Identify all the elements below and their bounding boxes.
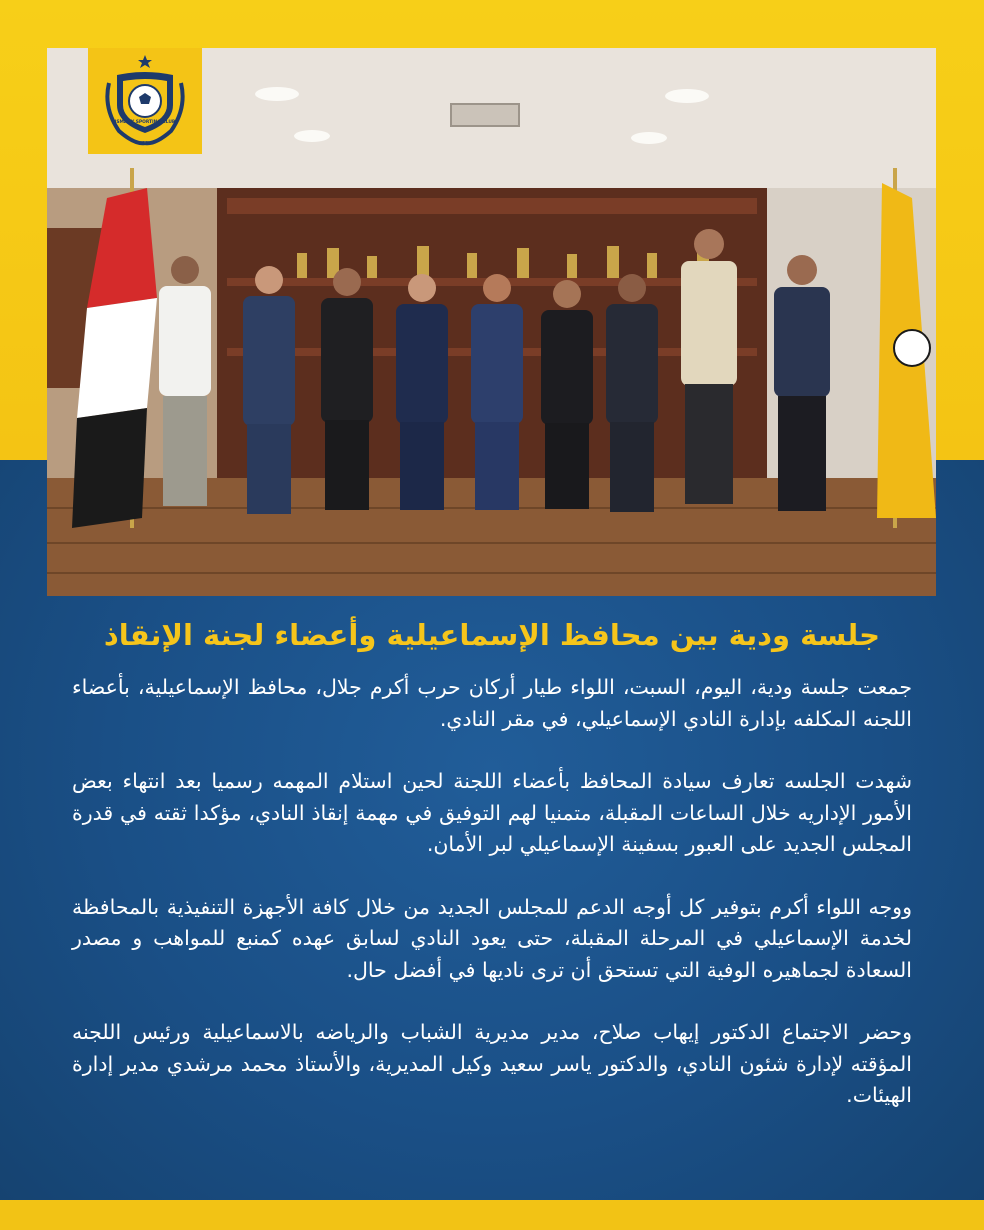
article-body: [72, 672, 912, 1112]
paragraph-3: ووجه اللواء أكرم بتوفير كل أوجه الدعم للمجلس الجديد من خلال كافة الأجهزة التنفيذية بالمحافظة لخدمة الإسماعيلي في المرحلة المقبلة، حتى يعود النادي لسابق عهده كمنبع للمواهب و مصدر السعادة لجماهيره الوفية التي تستحق أن ترى ناديها في أفضل حال.: [72, 894, 912, 982]
headline: جلسة ودية بين محافظ الإسماعيلية وأعضاء لجنة الإنقاذ: [103, 618, 880, 652]
logo-text: ISMAILY SPORTING CLUB: [114, 120, 176, 125]
paragraph-2: شهدت الجلسه تعارف سيادة المحافظ بأعضاء اللجنة لحين استلام المهمه رسميا بعد انتهاء بعض الأمور الإداريه خلال الساعات المقبلة، متمنيا لهم التوفيق في مهمة إنقاذ النادي، مؤكدا ثقته في قدرة المجلس الجديد على العبور بسفينة الإسماعيلي لبر الأمان.: [72, 769, 912, 856]
ismaily-club-crest-icon: [95, 53, 195, 149]
bottom-yellow-strip: [0, 1200, 984, 1230]
paragraph-4: وحضر الاجتماع الدكتور إيهاب صلاح، مدير مديرية الشباب والرياضه بالاسماعيلية ورئيس اللجنه المؤقته لإدارة شئون النادي، والدكتور ياسر سعيد وكيل المديرية، والأستاذ محمد مرشدي مدير إدارة الهيئات.: [72, 1020, 912, 1107]
paragraph-1: جمعت جلسة ودية، اليوم، السبت، اللواء طيار أركان حرب أكرم جلال، محافظ الإسماعيلية، بأعضاء اللجنه المكلفه بإدارة النادي الإسماعيلي، في مقر النادي.: [72, 675, 912, 731]
club-logo: [88, 48, 202, 154]
